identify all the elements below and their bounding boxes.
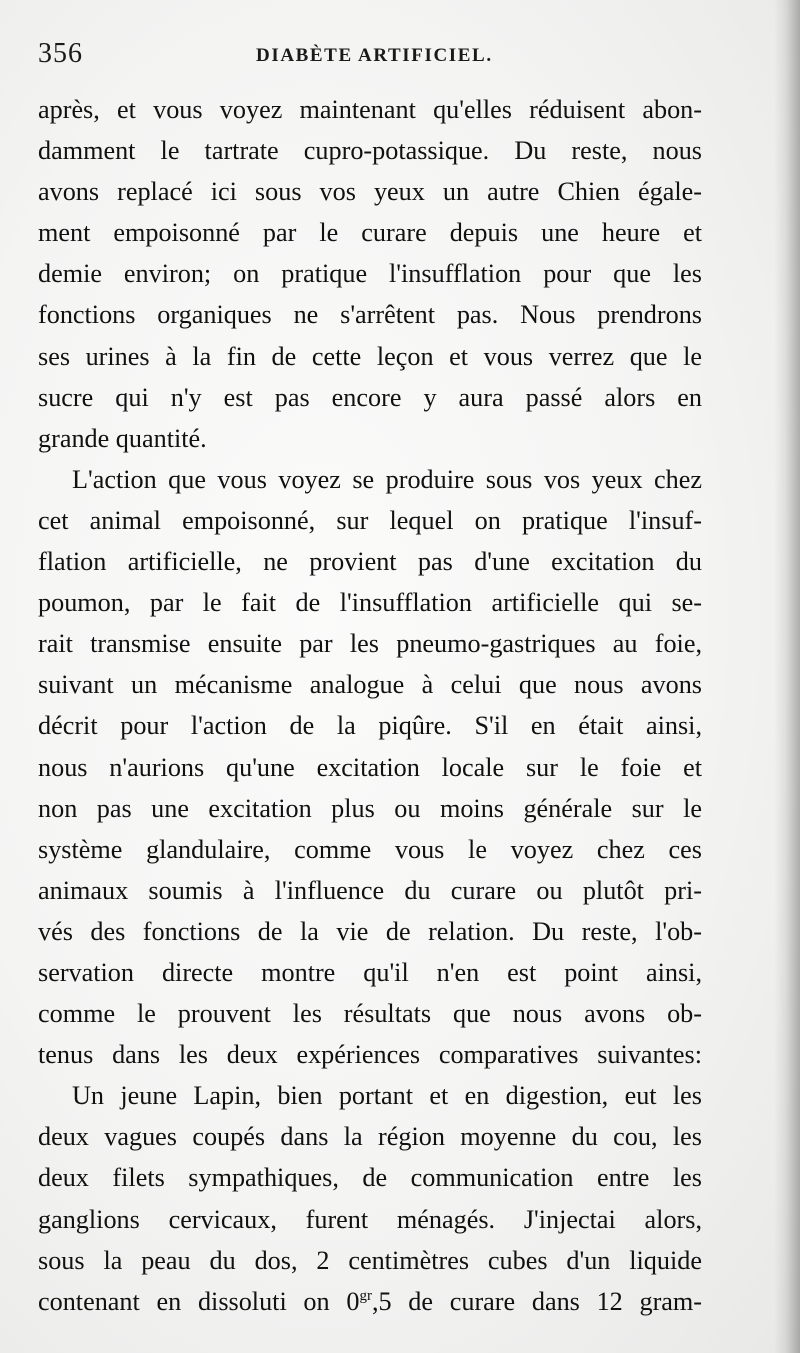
text-line: ment empoisonné par le curare depuis une heure et [38,218,702,248]
text-line: grande quantité. [38,423,207,453]
page-number: 356 [38,38,83,69]
text-line: flation artificielle, ne provient pas d'une excitation du [38,547,702,577]
text-line: décrit pour l'action de la piqûre. S'il en était ainsi, [38,711,702,741]
text-line-with-abbreviation [38,1281,702,1322]
text-line: poumon, par le fait de l'insufflation artificielle qui se- [38,588,702,618]
text-line: Un jeune Lapin, bien portant et en digestion, eut les [72,1081,702,1111]
text-line: cet animal empoisonné, sur lequel on pratique l'insuf- [38,505,702,535]
text-line: fonctions organiques ne s'arrêtent pas. Nous prendrons [38,300,702,330]
text-line: animaux soumis à l'influence du curare ou plutôt pri- [38,875,702,905]
text-line: demie environ; on pratique l'insufflation pour que les [38,259,702,289]
running-title: DIABÈTE ARTIFICIEL. [256,45,493,66]
gram-abbreviation: gr [359,1287,372,1304]
text-line: deux filets sympathiques, de communication entre les [38,1163,702,1193]
text-line: servation directe montre qu'il n'en est point ainsi, [38,957,702,987]
text-line: comme le prouvent les résultats que nous avons ob- [38,999,702,1029]
text-line: rait transmise ensuite par les pneumo-gastriques au foie, [38,629,702,659]
text-line: système glandulaire, comme vous le voyez chez ces [38,834,702,864]
running-head [38,36,760,72]
text-line: L'action que vous voyez se produire sous vos yeux chez [72,464,702,494]
text-line: avons replacé ici sous vos yeux un autre Chien égale- [38,177,702,207]
text-line: sous la peau du dos, 2 centimètres cubes d'un liquide [38,1245,702,1275]
text-line: deux vagues coupés dans la région moyenne du cou, les [38,1122,702,1152]
text-line: damment le tartrate cupro-potassique. Du reste, nous [38,136,702,166]
text-line: ses urines à la fin de cette leçon et vous verrez que le [38,341,702,371]
page-gutter-shadow [774,0,800,1353]
text-line: ganglions cervicaux, furent ménagés. J'injectai alors, [38,1204,702,1234]
text-line: nous n'aurions qu'une excitation locale sur le foie et [38,752,702,782]
text-line: vés des fonctions de la vie de relation. Du reste, l'ob- [38,916,702,946]
text-segment: contenant en dissoluti on 0 [38,1286,360,1316]
text-segment: ,5 de curare dans 12 gram- [371,1286,703,1316]
text-line: sucre qui n'y est pas encore y aura passé alors en [38,382,702,412]
text-line: non pas une excitation plus ou moins générale sur le [38,793,702,823]
body-text [38,89,702,1322]
text-line: suivant un mécanisme analogue à celui que nous avons [38,670,702,700]
text-line: tenus dans les deux expériences comparatives suivantes: [38,1040,702,1070]
text-line: après, et vous voyez maintenant qu'elles réduisent abon- [38,95,702,124]
